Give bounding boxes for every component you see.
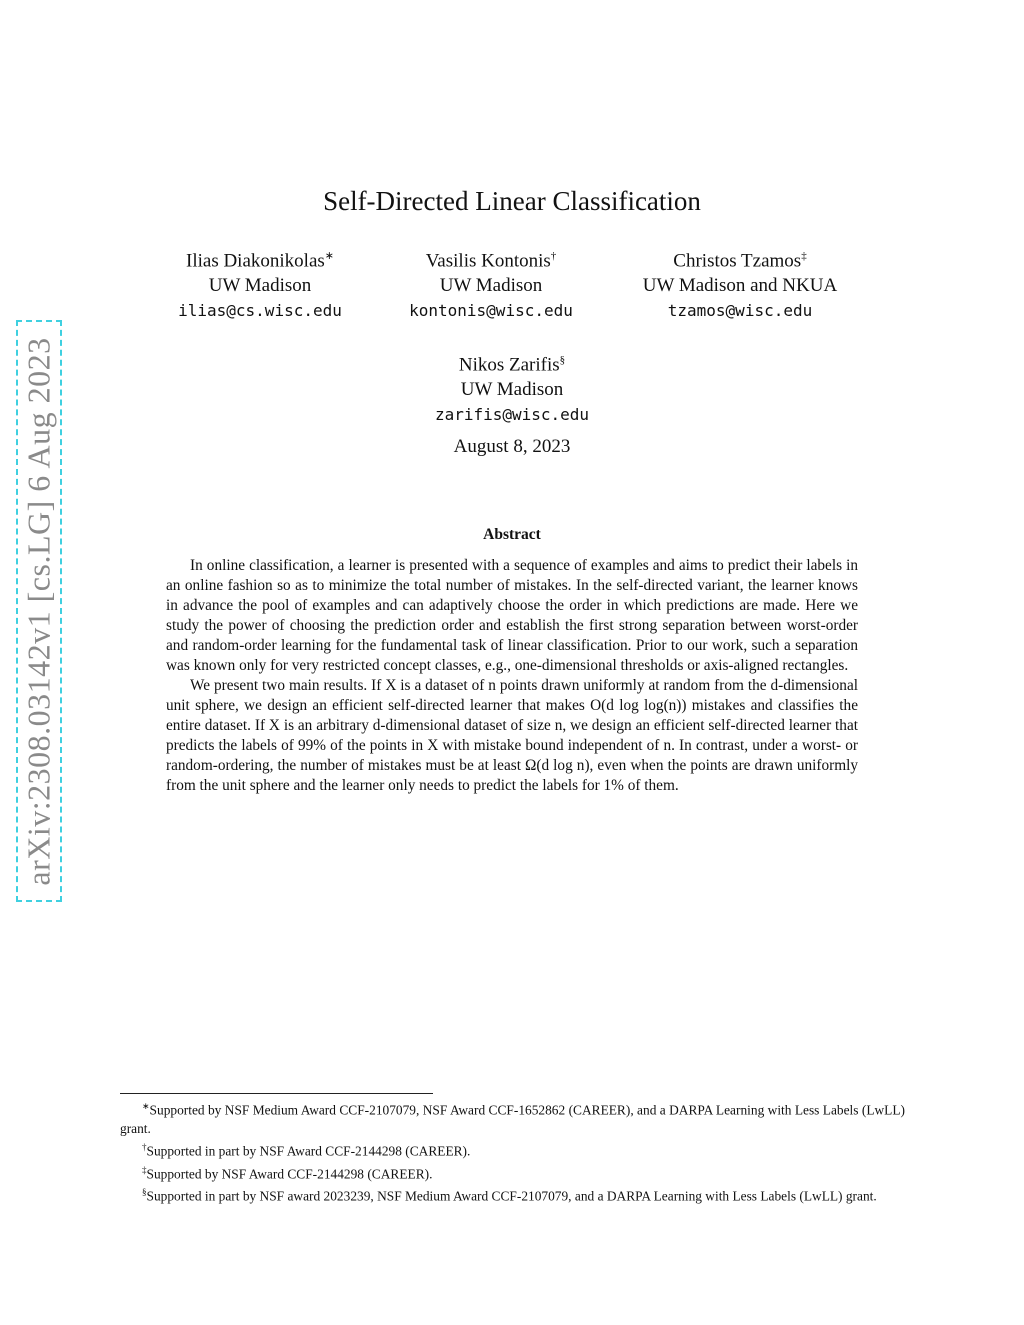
author-name: Nikos Zarifis [458,354,560,376]
author-affiliation: UW Madison [439,275,543,297]
author-email[interactable]: kontonis@wisc.edu [409,301,573,321]
footnote [120,1161,905,1183]
author-affiliation: UW Madison and NKUA [642,275,838,297]
footnote [120,1138,905,1160]
author-block [622,244,858,323]
footnote-mark: † [550,250,557,262]
author-email[interactable]: zarifis@wisc.edu [434,405,590,425]
footnote [120,1097,905,1138]
footnote [120,1183,905,1205]
abstract-body [166,556,858,796]
author-affiliation: UW Madison [208,275,312,297]
footnote-mark: ∗ [324,250,334,262]
footnote-text: Supported in part by NSF Award CCF-2144298 (CAREER). [146,1143,471,1159]
footnote-mark: ‡ [142,1164,147,1175]
footnote-mark: § [142,1187,147,1198]
abstract-paragraph: In online classification, a learner is presented with a sequence of examples and aims to predict their labels in an online fashion so as to minimize the total number of mistakes. In the self-directed variant, the learner knows in advance the pool of examples and can adaptively choose the order in which predictions are made. Here we study the power of choosing the prediction order and establish the first strong separation between worst-order and random-order learning for the fundamental task of linear classification. Prior to our work, such a separation was known only for very restricted concept classes, e.g., one-dimensional thresholds or axis-aligned rectangles. [166,557,858,674]
footnote-mark: ∗ [142,1101,150,1111]
paper-date: August 8, 2023 [453,436,571,457]
footnote-mark: ‡ [801,250,807,262]
author-name: Ilias Diakonikolas [186,250,325,272]
author-email[interactable]: tzamos@wisc.edu [667,301,813,321]
footnote-text: Supported in part by NSF award 2023239, NSF Medium Award CCF-2107079, and a DARPA Learning with Less Labels (LwLL) grant. [146,1188,877,1204]
author-name: Vasilis Kontonis [425,250,551,272]
paper-title: Self-Directed Linear Classification [323,186,701,216]
author-name: Christos Tzamos [673,250,802,272]
author-block [412,348,612,427]
footnote-mark: † [142,1142,147,1153]
abstract-paragraph: We present two main results. If X is a dataset of n points drawn uniformly at random from the d-dimensional unit sphere, we design an efficient self-directed learner that makes O(d log log(n)) mistakes and classifies the entire dataset. If X is an arbitrary d-dimensional dataset of size n, we design an efficient self-directed learner that predicts the labels of 99% of the points in X with mistake bound independent of n. In contrast, under a worst- or random-ordering, the number of mistakes must be at least Ω(d log n), even when the points are drawn uniformly from the unit sphere and the learner only needs to predict the labels for 1% of them. [166,677,858,794]
author-affiliation: UW Madison [460,379,564,401]
footnote-divider [120,1093,433,1094]
arxiv-stamp[interactable] [16,320,62,902]
abstract-heading: Abstract [483,526,541,543]
arxiv-id[interactable]: arXiv:2308.03142v1 [cs.LG] 6 Aug 2023 [20,336,57,886]
footnote-text: Supported by NSF Medium Award CCF-2107079, NSF Award CCF-1652862 (CAREER), and a DARPA Learning with Less Labels (LwLL) grant. [120,1102,905,1137]
author-block [384,244,598,323]
author-email[interactable]: ilias@cs.wisc.edu [178,301,342,321]
footnote-text: Supported by NSF Award CCF-2144298 (CAREER). [146,1166,433,1182]
author-block [160,244,360,323]
footnotes [120,1097,905,1206]
footnote-mark: § [559,354,566,366]
